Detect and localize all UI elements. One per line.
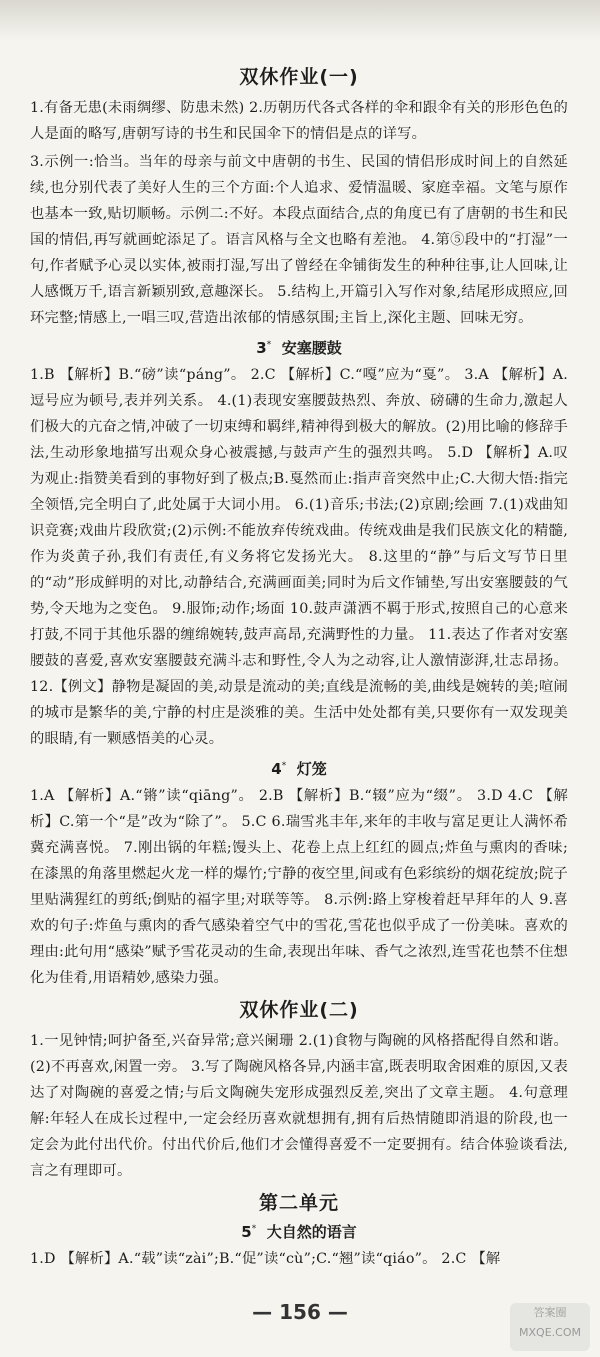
answer-paragraph: 3.示例一:恰当。当年的母亲与前文中唐朝的书生、民国的情侣形成时间上的自然延续,也分别代表了美好人生的三个方面:个人追求、爱情温暖、家庭幸福。文笔与原作也基本一致,贴切顺畅。示例二:不好。本段点面结合,点的角度已有了唐朝的书生和民国的情侣,再写就画蛇添足了。语言风格与全文也略有差池。 4.第⑤段中的“打湿”一句,作者赋予心灵以实体,被雨打湿,写出了曾经在伞铺街发生的种种往事,让人回味,让人感慨万千,语言新颖别致,意趣深长。 5.结构上,开篇引入写作对象,结尾形成照应,回环完整;情感上,一唱三叹,营造出浓郁的情感氛围;主旨上,深化主题、回味无穷。	[30, 154, 568, 326]
lesson-title: 4* 灯笼	[271, 760, 327, 778]
lesson-title: 3* 安塞腰鼓	[256, 339, 342, 357]
answer-paragraph: 1.D 【解析】A.“载”读“zài”;B.“促”读“cù”;C.“翘”读“qiáo”。 2.C 【解	[30, 1251, 501, 1267]
section-title: 双休作业(一)	[239, 66, 359, 88]
top-shadow-band	[0, 0, 600, 40]
lesson-title: 5* 大自然的语言	[241, 1223, 357, 1241]
lesson-name: 大自然的语言	[266, 1223, 357, 1241]
lesson-name: 灯笼	[296, 760, 327, 778]
answer-paragraph: 1.一见钟情;呵护备至,兴奋异常;意兴阑珊 2.(1)食物与陶碗的风格搭配得自然和谐。(2)不再喜欢,闲置一旁。 3.写了陶碗风格各异,内涵丰富,既表明取舍困难的原因,又表达了对陶碗的喜爱之情;与后文陶碗失宠形成强烈反差,突出了文章主题。 4.句意理解:年轻人在成长过程中,一定会经历喜欢就想拥有,拥有后热情随即消退的阶段,也一定会为此付出代价。付出代价后,他们才会懂得喜爱不一定要拥有。结合体验谈看法,言之有理即可。	[30, 1033, 568, 1179]
lesson-name: 安塞腰鼓	[281, 339, 342, 357]
section-title: 双休作业(二)	[239, 999, 359, 1021]
answer-paragraph: 1.A 【解析】A.“锵”读“qiāng”。 2.B 【解析】B.“辍”应为“缀”。 3.D 4.C 【解析】C.第一个“是”改为“除了”。 5.C 6.瑞雪兆丰年,来年的丰收与富足更让人满怀希冀充满喜悦。 7.刚出锅的年糕;馒头上、花卷上点上红红的圆点;炸鱼与熏肉的香味;在漆黑的角落里燃起火龙一样的爆竹;宁静的夜空里,间或有色彩缤纷的烟花绽放;院子里贴满猩红的剪纸;倒贴的福字里;对联等等。 8.示例:路上穿梭着赶早拜年的人 9.喜欢的句子:炸鱼与熏肉的香气感染着空气中的雪花,雪花也似乎成了一份美味。喜欢的理由:此句用“感染”赋予雪花灵动的生命,表现出年味、香气之浓烈,连雪花也禁不住想化为佳肴,用语精妙,感染力强。	[30, 788, 568, 986]
answer-paragraph: 1.有备无患(未雨绸缪、防患未然) 2.历朝历代各式各样的伞和跟伞有关的形形色色的人是面的略写,唐朝写诗的书生和民国伞下的情侣是点的详写。	[30, 100, 568, 142]
page-number: — 156 —	[252, 1300, 348, 1324]
site-watermark: 答案圈 MXQE.COM	[510, 1303, 590, 1351]
answer-paragraph: 1.B 【解析】B.“磅”读“páng”。 2.C 【解析】C.“嘎”应为“戛”。 3.A 【解析】A.逗号应为顿号,表并列关系。 4.(1)表现安塞腰鼓热烈、奔放、磅礴的生命力,激起人们极大的亢奋之情,冲破了一切束缚和羁绊,精神得到极大的解放。(2)用比喻的修辞手法,生动形象地描写出观众身心被震撼,与鼓声产生的强烈共鸣。 5.D 【解析】A.叹为观止:指赞美看到的事物好到了极点;B.戛然而止:指声音突然中止;C.大彻大悟:指完全领悟,完全明白了,此处属于大词小用。 6.(1)音乐;书法;(2)京剧;绘画 7.(1)戏曲知识竞赛;戏曲片段欣赏;(2)示例:不能放弃传统戏曲。传统戏曲是我们民族文化的精髓,作为炎黄子孙,我们有责任,有义务将它发扬光大。 8.这里的“静”与后文写节日里的“动”形成鲜明的对比,动静结合,充满画面美;同时为后文作铺垫,写出安塞腰鼓的气势,令天地为之变色。 9.服饰;动作;场面 10.鼓声潇洒不羁于形式,按照自己的心意来打鼓,不同于其他乐器的缠绵婉转,鼓声高昂,充满野性的力量。 11.表达了作者对安塞腰鼓的喜爱,喜欢安塞腰鼓充满斗志和野性,令人为之动容,让人激情澎湃,壮志昂扬。 12.【例文】静物是凝固的美,动景是流动的美;直线是流畅的美,曲线是婉转的美;喧闹的城市是繁华的美,宁静的村庄是淡雅的美。生活中处处都有美,只要你有一双发现美的眼睛,有一颗感悟美的心灵。	[30, 367, 568, 747]
lesson-number: 4	[271, 760, 282, 778]
lesson-number: 3	[256, 339, 267, 357]
lesson-number: 5	[241, 1223, 252, 1241]
answer-content	[0, 58, 600, 1274]
section-title: 第二单元	[258, 1192, 339, 1214]
